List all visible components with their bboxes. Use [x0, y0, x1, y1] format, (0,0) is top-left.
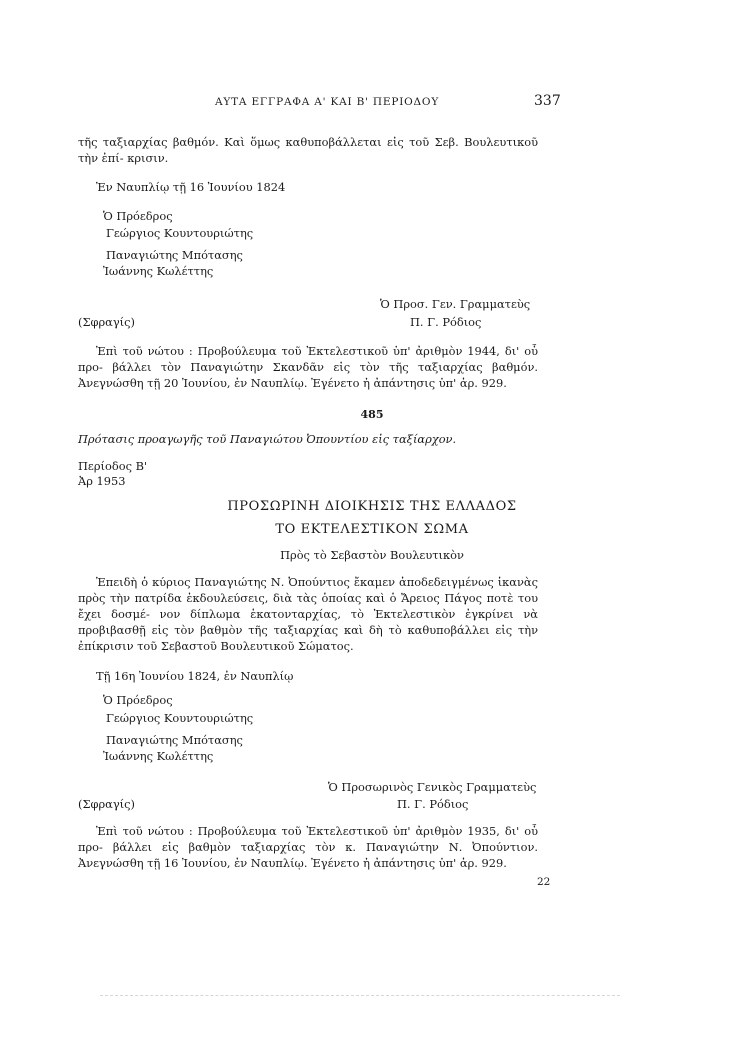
- seal: (Σφραγίς): [78, 797, 135, 811]
- secretary-title: Ὁ Προσωρινὸς Γενικὸς Γραμματεὺς: [328, 780, 537, 794]
- member-2: Ἰωάννης Κωλέττης: [103, 749, 214, 763]
- prev-member-1: Παναγιώτης Μπότασης: [106, 248, 243, 262]
- secretary-name: Π. Γ. Ρόδιος: [397, 797, 469, 811]
- president-name: Γεώργιος Κουντουριώτης: [106, 711, 254, 725]
- heading-provisional-administration: ΠΡΟΣΩΡΙΝΗ ΔΙΟΙΚΗΣΙΣ ΤΗΣ ΕΛΛΑΔΟΣ: [227, 499, 517, 514]
- place-date: Τῇ 16η Ἰουνίου 1824, ἐν Ναυπλίῳ: [96, 669, 294, 683]
- prev-secretary-title: Ὁ Προσ. Γεν. Γραμματεὺς: [380, 297, 531, 311]
- previous-document-ending: τῆς ταξιαρχίας βαθμόν. Καὶ ὅμως καθυποβάλλεται εἰς τοῦ Σεβ. Βουλευτικοῦ τὴν ἐπί- κρισιν.: [78, 135, 538, 165]
- prev-president-name: Γεώργιος Κουντουριώτης: [106, 226, 254, 240]
- prev-seal: (Σφραγίς): [78, 315, 135, 329]
- dorsal-note: Ἐπὶ τοῦ νώτου : Προβούλευμα τοῦ Ἐκτελεστικοῦ ὑπ' ἀριθμὸν 1935, δι' οὗ προ- βάλλει εἰς βαθμὸν ταξιαρχίας τὸν κ. Παναγιώτην Ν. Ὀπούντιον. Ἀνεγνώσθη τῇ 16 Ἰουνίου, ἐν Ναυπλίῳ. Ἐγένετο ἡ ἀπάντησις ὑπ' ἀρ. 929.: [78, 824, 538, 870]
- running-header-title: ΑΥΤΑ ΕΓΓΡΑΦΑ Α' ΚΑΙ Β' ΠΕΡΙΟΔΟΥ: [215, 96, 440, 108]
- president-title: Ὁ Πρόεδρος: [103, 693, 173, 707]
- prev-dorsal-note: Ἐπὶ τοῦ νώτου : Προβούλευμα τοῦ Ἐκτελεστικοῦ ὑπ' ἀριθμὸν 1944, δι' οὗ προ- βάλλει τὸν Παναγιώτην Σκανδᾶν εἰς τὸν τῆς ταξιαρχίας βαθμόν. Ἀνεγνώσθη τῇ 20 Ἰουνίου, ἐν Ναυπλίῳ. Ἐγένετο ἡ ἀπάντησις ὑπ' ἀρ. 929.: [78, 344, 538, 390]
- scan-edge-artifact: [100, 995, 620, 996]
- prev-member-2: Ἰωάννης Κωλέττης: [103, 264, 214, 278]
- footer-mark: 22: [537, 876, 551, 888]
- reference-number: Ἀρ 1953: [78, 474, 126, 488]
- heading-executive-body: ΤΟ ΕΚΤΕΛΕΣΤΙΚΟΝ ΣΩΜΑ: [275, 522, 469, 537]
- prev-secretary-name: Π. Γ. Ρόδιος: [410, 315, 482, 329]
- prev-president-title: Ὁ Πρόεδρος: [103, 209, 173, 223]
- member-1: Παναγιώτης Μπότασης: [106, 733, 243, 747]
- period-label: Περίοδος Β': [78, 459, 148, 473]
- addressee: Πρὸς τὸ Σεβαστὸν Βουλευτικὸν: [280, 548, 464, 562]
- document-subject: Πρότασις προαγωγῆς τοῦ Παναγιώτου Ὀπουντίου εἰς ταξίαρχον.: [78, 432, 457, 446]
- prev-place-date: Ἐν Ναυπλίῳ τῇ 16 Ἰουνίου 1824: [96, 180, 286, 194]
- document-body: Ἐπειδὴ ὁ κύριος Παναγιώτης Ν. Ὀπούντιος ἔκαμεν ἀποδεδειγμένως ἱκανὰς πρὸς τὴν πατρίδα ἐκδουλεύσεις, διὰ τὰς ὁποίας καὶ ὁ Ἄρειος Πάγος ποτὲ του ἔχει δοσμέ- νον δίπλωμα ἑκατονταρχίας, τὸ Ἐκτελεστικὸν ἐγκρίνει νὰ προβιβασθῇ εἰς τὸν βαθμὸν τῆς ταξιαρχίας καὶ δὴ τὸ καθυποβάλλει εἰς τὴν ἐπίκρισιν τοῦ Σεβαστοῦ Βουλευτικοῦ Σώματος.: [78, 575, 538, 653]
- page-number: 337: [534, 93, 561, 109]
- document-number: 485: [360, 408, 384, 421]
